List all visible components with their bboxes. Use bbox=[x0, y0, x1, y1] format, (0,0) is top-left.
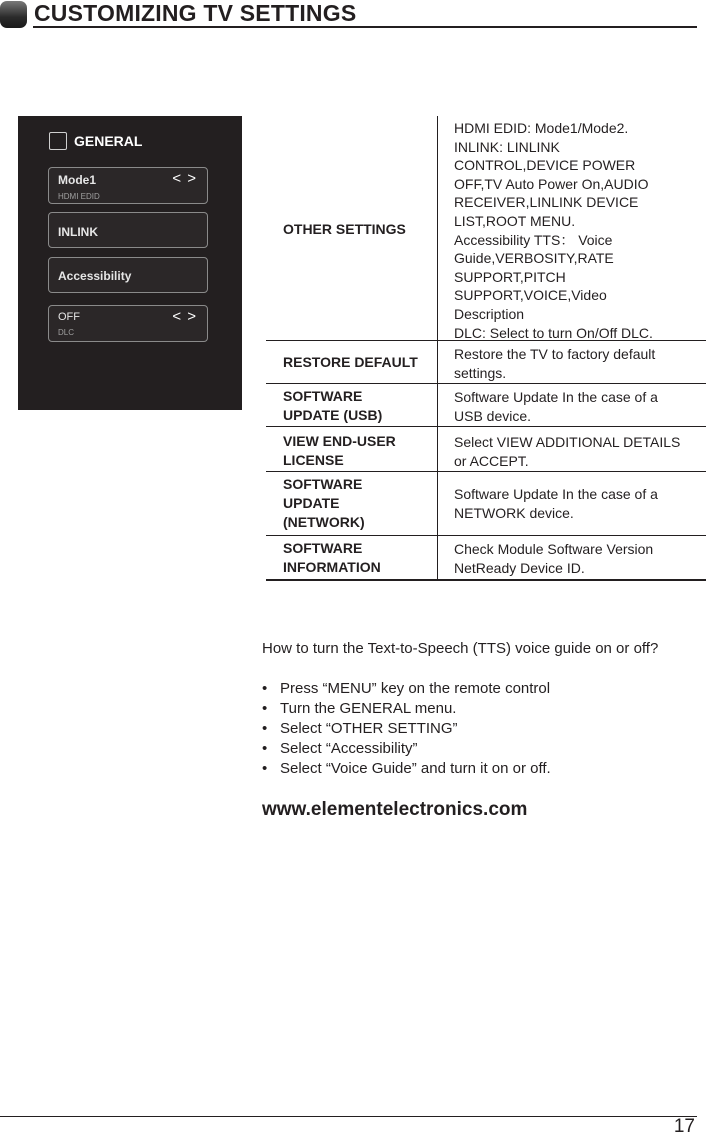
menu-item-accessibility bbox=[48, 257, 208, 293]
description-line: Guide,VERBOSITY,RATE bbox=[454, 250, 614, 267]
name-line: UPDATE (USB) bbox=[283, 407, 383, 423]
description-line: RECEIVER,LINLINK DEVICE bbox=[454, 194, 639, 211]
list-item bbox=[262, 759, 551, 779]
name-line: SOFTWARE bbox=[283, 476, 363, 492]
name-line: SOFTWARE bbox=[283, 388, 363, 404]
table-row bbox=[266, 427, 706, 472]
description-line: Restore the TV to factory default bbox=[454, 346, 656, 362]
table-row bbox=[266, 341, 706, 384]
tts-steps-list bbox=[262, 679, 551, 779]
setting-description bbox=[454, 433, 706, 470]
description-line: NETWORK device. bbox=[454, 504, 574, 521]
left-right-arrows-icon: < > bbox=[172, 170, 197, 187]
name-line: RESTORE DEFAULT bbox=[283, 354, 418, 370]
general-box-icon bbox=[49, 132, 67, 150]
list-item bbox=[262, 719, 551, 739]
setting-name bbox=[283, 387, 382, 425]
description-line: Check Module Software Version bbox=[454, 541, 654, 557]
name-line: INFORMATION bbox=[283, 559, 381, 575]
step-text: Press “MENU” key on the remote control bbox=[280, 680, 551, 697]
name-line: LICENSE bbox=[283, 452, 344, 468]
description-line: LIST,ROOT MENU. bbox=[454, 212, 576, 229]
step-text: Select “Voice Guide” and turn it on or off. bbox=[280, 760, 551, 777]
description-line: or ACCEPT. bbox=[454, 452, 529, 469]
description-line: Software Update In the case of a bbox=[454, 486, 658, 502]
list-item bbox=[262, 699, 551, 719]
description-line: CONTROL,DEVICE POWER bbox=[454, 157, 636, 174]
setting-name: OTHER SETTINGS bbox=[283, 221, 406, 237]
table-row bbox=[266, 116, 706, 341]
name-line: (NETWORK) bbox=[283, 514, 365, 530]
setting-description bbox=[454, 345, 706, 382]
tts-intro: How to turn the Text-to-Speech (TTS) voice guide on or off? bbox=[262, 640, 659, 657]
setting-description bbox=[454, 485, 706, 522]
setting-description bbox=[454, 119, 706, 342]
name-line: SOFTWARE bbox=[283, 540, 363, 556]
left-right-arrows-icon: < > bbox=[172, 308, 197, 325]
description-line: OFF,TV Auto Power On,AUDIO bbox=[454, 175, 649, 192]
step-text: Turn the GENERAL menu. bbox=[280, 700, 457, 717]
bullet-icon: • bbox=[262, 700, 268, 717]
description-line: SUPPORT,VOICE,Video bbox=[454, 287, 607, 304]
setting-name bbox=[283, 353, 418, 372]
menu-item-hdmi-edid bbox=[48, 167, 208, 204]
setting-name bbox=[283, 432, 396, 470]
description-line: USB device. bbox=[454, 407, 532, 424]
menu-item-sublabel: HDMI EDID bbox=[58, 192, 100, 201]
table-row bbox=[266, 472, 706, 536]
step-text: Select “OTHER SETTING” bbox=[280, 720, 458, 737]
name-line: UPDATE bbox=[283, 495, 340, 511]
page-number: 17 bbox=[673, 1116, 695, 1137]
setting-description bbox=[454, 540, 706, 577]
list-item bbox=[262, 679, 551, 699]
bullet-icon: • bbox=[262, 720, 268, 737]
list-item bbox=[262, 739, 551, 759]
description-line: Select VIEW ADDITIONAL DETAILS bbox=[454, 434, 681, 450]
description-line: settings. bbox=[454, 364, 507, 381]
description-line: DLC: Select to turn On/Off DLC. bbox=[454, 324, 653, 341]
tv-menu-panel bbox=[18, 116, 242, 410]
menu-item-dlc bbox=[48, 305, 208, 342]
header-pill-icon bbox=[0, 1, 27, 28]
setting-description bbox=[454, 388, 706, 425]
menu-item-label: INLINK bbox=[58, 225, 98, 239]
menu-item-label: Accessibility bbox=[58, 269, 132, 283]
bullet-icon: • bbox=[262, 740, 268, 757]
table-row bbox=[266, 384, 706, 427]
description-line: Description bbox=[454, 305, 525, 322]
description-line: Software Update In the case of a bbox=[454, 389, 658, 405]
description-line: HDMI EDID: Mode1/Mode2. bbox=[454, 120, 629, 136]
menu-item-label: OFF bbox=[58, 311, 80, 323]
menu-heading bbox=[49, 132, 142, 150]
description-line: SUPPORT,PITCH bbox=[454, 268, 566, 285]
bullet-icon: • bbox=[262, 760, 268, 777]
setting-name bbox=[283, 539, 381, 577]
bullet-icon: • bbox=[262, 680, 268, 697]
description-line: INLINK: LINLINK bbox=[454, 138, 560, 155]
page-title: CUSTOMIZING TV SETTINGS bbox=[34, 0, 357, 26]
menu-item-label: Mode1 bbox=[58, 173, 97, 187]
name-line: VIEW END-USER bbox=[283, 433, 396, 449]
step-text: Select “Accessibility” bbox=[280, 740, 418, 757]
website-url: www.elementelectronics.com bbox=[262, 799, 528, 820]
description-line: Accessibility TTS： Voice bbox=[454, 231, 613, 248]
menu-item-sublabel: DLC bbox=[58, 328, 75, 337]
menu-item-inlink bbox=[48, 212, 208, 248]
menu-heading-label: GENERAL bbox=[74, 133, 143, 149]
header-rule bbox=[33, 26, 697, 28]
setting-name bbox=[283, 475, 365, 532]
footer-rule bbox=[0, 1116, 697, 1117]
description-line: NetReady Device ID. bbox=[454, 559, 585, 576]
table-column-divider bbox=[437, 116, 438, 580]
table-row bbox=[266, 536, 706, 581]
